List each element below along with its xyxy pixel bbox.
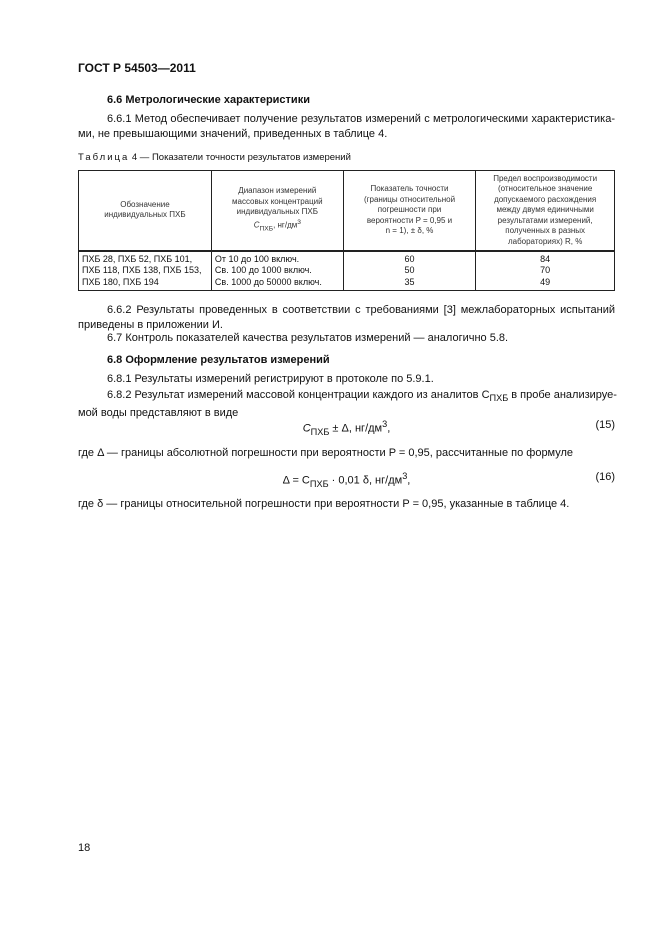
unit: , нг/дм: [273, 220, 298, 230]
cell-line: 60: [404, 253, 415, 264]
header-line: n = 1), ± δ, %: [385, 226, 434, 235]
subscript: ПХБ: [489, 393, 509, 404]
header-line: индивидуальных ПХБ: [236, 207, 318, 217]
table-row: [79, 251, 615, 291]
paragraph-line: ми, не превышающими значений, приведенных в таблице 4.: [78, 128, 388, 140]
header-accuracy: [343, 171, 476, 251]
formula-text: ,: [407, 474, 411, 487]
header-line: (относительное значение: [497, 184, 593, 193]
subscript: ПХБ: [309, 478, 329, 489]
header-line: Предел воспроизводимости: [493, 173, 598, 183]
formula-number: (16): [595, 471, 615, 483]
paragraph-6-8-1: 6.8.1 Результаты измерений регистрируют в протоколе по 5.9.1.: [107, 373, 434, 385]
table-header-row: [79, 171, 615, 251]
cell-ranges: [211, 251, 343, 291]
paragraph-line: приведены в приложении И.: [78, 319, 223, 331]
text-run: 6.8.2 Результат измерений массовой концентрации каждого из аналитов C: [107, 389, 490, 401]
section-6-6-heading: 6.6 Метрологические характеристики: [107, 94, 310, 106]
header-line: погрешности при: [377, 205, 442, 214]
cell-line: 35: [404, 276, 415, 287]
where-clause-2: где δ — границы относительной погрешности при вероятности P = 0,95, указанные в таблице 4.: [78, 498, 570, 510]
header-line: Обозначение: [120, 199, 170, 209]
paragraph-6-7: 6.7 Контроль показателей качества результатов измерений — аналогично 5.8.: [107, 332, 509, 344]
paragraph-6-6-2: [78, 303, 615, 333]
header-range: [211, 171, 343, 251]
subscript: ПХБ: [259, 224, 274, 232]
header-line: вероятности P = 0,95 и: [366, 215, 453, 225]
paragraph-line: 6.6.1 Метод обеспечивает получение результатов измерений с метрологическими характеристика-: [107, 113, 615, 125]
cell-line: ПХБ 180, ПХБ 194: [82, 276, 159, 287]
cell-line: 50: [404, 265, 415, 275]
formula-text: · 0,01 δ, нг/дм: [328, 474, 403, 487]
superscript: 3: [402, 471, 408, 481]
cell-line: От 10 до 100 включ.: [214, 253, 300, 264]
header-line: лабораториях) R, %: [507, 236, 583, 246]
header-line: результатами измерений,: [497, 215, 593, 225]
where-clause-1: где Δ — границы абсолютной погрешности при вероятности P = 0,95, рассчитанные по формуле: [78, 447, 574, 459]
cell-designations: [79, 251, 212, 291]
cell-line: 70: [540, 265, 551, 275]
symbol: C: [253, 220, 260, 230]
paragraph-6-6-1: [78, 112, 615, 142]
header-reproducibility: [476, 171, 615, 251]
cell-line: 84: [540, 253, 551, 264]
subscript: ПХБ: [310, 426, 330, 437]
paragraph-line: [78, 388, 615, 406]
document-code: ГОСТ Р 54503—2011: [78, 61, 196, 75]
superscript: 3: [382, 419, 388, 429]
cell-line: Св. 1000 до 50000 включ.: [214, 276, 322, 287]
formula-expression: [78, 471, 615, 489]
cell-line: ПХБ 28, ПХБ 52, ПХБ 101,: [82, 253, 193, 264]
formula-15: [78, 419, 615, 435]
paragraph-6-8-2: [78, 388, 615, 421]
header-line: полученных в разных: [505, 226, 586, 235]
formula-16: [78, 471, 615, 487]
header-line: [215, 218, 340, 235]
page-number: 18: [78, 842, 91, 854]
formula-expression: [78, 419, 615, 437]
cell-line: 49: [540, 276, 551, 287]
cell-line: ПХБ 118, ПХБ 138, ПХБ 153,: [82, 265, 202, 275]
table-caption-text: 4 — Показатели точности результатов измерений: [129, 152, 351, 163]
header-line: Диапазон измерений: [238, 186, 317, 196]
formula-text: Δ = C: [282, 474, 310, 487]
header-line: допускаемого расхождения: [494, 194, 597, 204]
table-caption-label: Таблица: [78, 152, 130, 163]
header-line: массовых концентраций: [232, 196, 323, 206]
header-designation: [79, 171, 212, 251]
cell-accuracy: [343, 251, 476, 291]
header-line: между двумя единичными: [496, 205, 594, 214]
superscript: 3: [297, 218, 301, 226]
formula-text: ± Δ, нг/дм: [329, 422, 383, 435]
header-line: индивидуальных ПХБ: [104, 210, 186, 220]
table-caption: [78, 152, 351, 163]
paragraph-line: 6.6.2 Результаты проведенных в соответствии с требованиями [3] межлабораторных испытаний: [107, 304, 615, 316]
accuracy-table: [78, 170, 615, 291]
formula-text: ,: [387, 422, 391, 435]
cell-line: Св. 100 до 1000 включ.: [214, 265, 312, 275]
symbol: C: [302, 422, 311, 435]
header-line: Показатель точности: [370, 184, 449, 193]
formula-number: (15): [595, 419, 615, 431]
header-line: (границы относительной: [363, 194, 456, 204]
text-run: в пробе анализируе-: [508, 389, 617, 401]
section-6-8-heading: 6.8 Оформление результатов измерений: [107, 354, 330, 366]
cell-reproducibility: [476, 251, 615, 291]
paragraph-line: мой воды представляют в виде: [78, 407, 239, 420]
